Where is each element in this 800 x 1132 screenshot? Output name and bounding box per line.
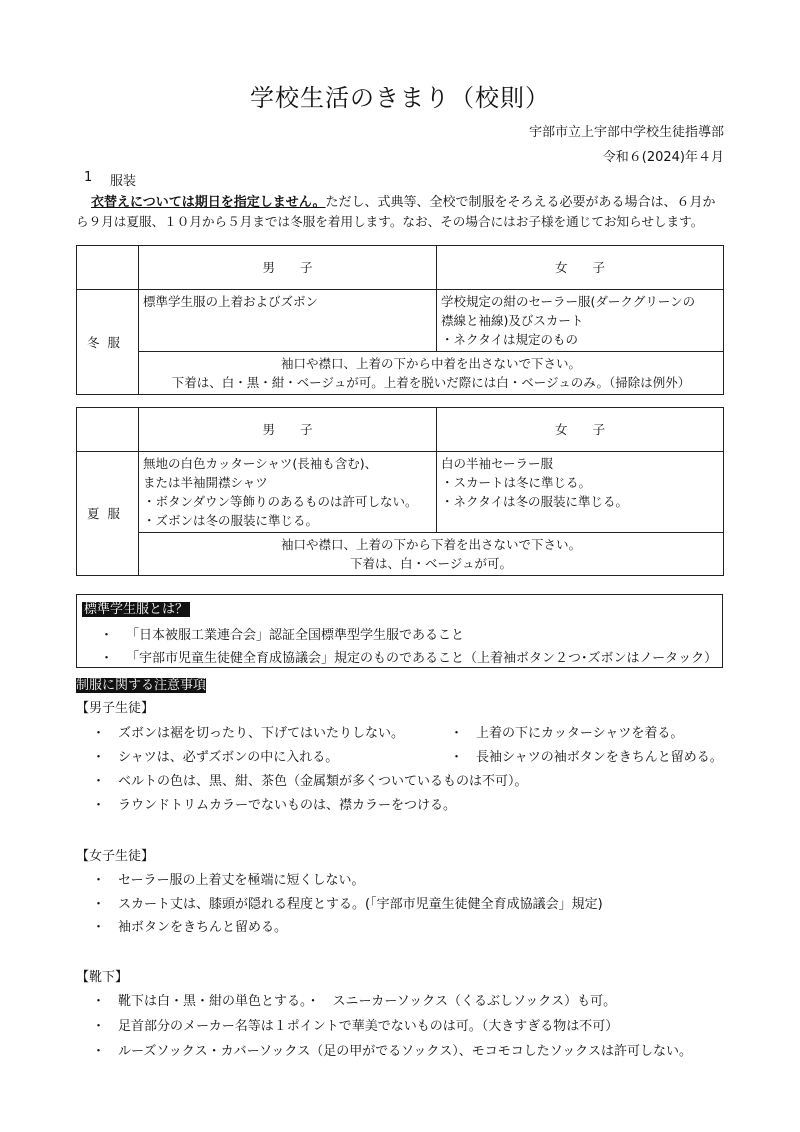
socks-notes-heading: 【靴下】 — [76, 970, 129, 985]
boys-note-text: ズボンは裾を切ったり、下げてはいたりしない。 — [118, 726, 405, 741]
bullet-icon: ・ — [92, 750, 106, 765]
summer-boys-line: または半袖開襟シャツ — [143, 475, 268, 490]
page-title: 学校生活のきまり（校則） — [250, 84, 550, 112]
notes-heading — [76, 674, 206, 693]
bullet-icon: ・ — [92, 994, 106, 1009]
header-boys: 男 子 — [139, 246, 437, 290]
summer-common-line: 袖口や襟口、上着の下から下着を出さないで下さい。 — [280, 537, 581, 552]
girls-note-text: セーラー服の上着丈を極端に短くしない。 — [118, 873, 365, 888]
standard-uniform-heading — [82, 598, 190, 617]
standard-item — [100, 647, 717, 666]
bullet-icon: ・ — [100, 651, 114, 666]
summer-girls-line: ・スカートは冬に準じる。 — [441, 475, 592, 490]
winter-girls-line: 学校規定の紺のセーラー服(ダークグリーンの — [441, 294, 696, 309]
standard-item — [100, 624, 464, 643]
girls-note — [92, 869, 364, 888]
bullet-icon: ・ — [450, 750, 464, 765]
season-summer: 夏服 — [77, 452, 139, 576]
school-name: 宇部市立上宇部中学校生徒指導部 — [528, 125, 724, 140]
intro-line-1 — [91, 191, 716, 210]
summer-girls-line: 白の半袖セーラー服 — [441, 456, 554, 471]
summer-common-cell — [139, 533, 724, 576]
girls-note — [92, 893, 603, 912]
winter-boys-text: 標準学生服の上着およびズボン — [143, 294, 319, 309]
standard-item-text: 「日本被服工業連合会」認証全国標準型学生服であること — [126, 628, 465, 643]
notes-heading-text: 制服に関する注意事項 — [76, 678, 207, 693]
intro-line-2: ら９月は夏服、１０月から５月までは冬服を着用します。なお、その場合にはお子様を通じてお知らせします。 — [76, 214, 704, 229]
boys-note — [450, 746, 723, 765]
socks-note-text: 足首部分のメーカー名等は１ポイントで華美でないものは可。（大きすぎる物は不可） — [118, 1019, 619, 1034]
section-label: 服装 — [110, 174, 137, 189]
winter-girls-cell — [437, 290, 724, 352]
bullet-icon: ・ — [92, 1044, 106, 1059]
header-girls: 女 子 — [437, 246, 724, 290]
bullet-icon: ・ — [92, 920, 106, 935]
summer-girls-line: ・ネクタイは冬の服装に準じる。 — [441, 494, 629, 509]
summer-boys-line: ・ズボンは冬の服装に準じる。 — [143, 513, 319, 528]
summer-uniform-table — [76, 407, 724, 576]
girls-note-text: 袖ボタンをきちんと留める。 — [118, 920, 288, 935]
boys-note — [92, 794, 456, 813]
boys-note — [450, 722, 683, 741]
bullet-icon: ・ — [450, 726, 464, 741]
boys-note-text: シャツは、必ずズボンの中に入れる。 — [118, 750, 339, 765]
socks-note-text: ルーズソックス・カバーソックス（足の甲がでるソックス）、モコモコしたソックスは許可しない。 — [118, 1044, 692, 1059]
winter-common-line: 袖口や襟口、上着の下から中着を出さないで下さい。 — [280, 356, 581, 371]
boys-note-text: ラウンドトリムカラーでないものは、襟カラーをつける。 — [118, 798, 457, 813]
summer-girls-cell — [437, 452, 724, 533]
winter-common-line: 下着は、白・黒・紺・ベージュが可。上着を脱いだ際には白・ベージュのみ。（掃除は例外） — [171, 375, 691, 390]
bullet-icon: ・ — [92, 726, 106, 741]
standard-item-text: 「宇部市児童生徒健全育成協議会」規定のものであること（上着袖ボタン２つ･ズボンはノータック） — [126, 651, 718, 666]
boys-note — [92, 722, 404, 741]
summer-boys-cell — [139, 452, 437, 533]
bullet-icon: ・ — [92, 897, 106, 912]
boys-note — [92, 770, 528, 789]
bullet-icon: ・ — [92, 774, 106, 789]
girls-note-text: スカート丈は、膝頭が隠れる程度とする。(「宇部市児童生徒健全育成協議会」規定) — [118, 897, 603, 912]
summer-boys-line: ・ボタンダウン等飾りのあるものは許可しない。 — [143, 494, 418, 509]
header-girls: 女 子 — [437, 408, 724, 452]
intro-emphasis: 衣替えについては期日を指定しません。 — [91, 195, 326, 210]
bullet-icon: ・ — [92, 1019, 106, 1034]
socks-note-text: 靴下は白・黒・紺の単色とする。・ スニーカーソックス（くるぶしソックス）も可。 — [118, 994, 617, 1009]
winter-boys-cell — [139, 290, 437, 352]
winter-uniform-table — [76, 245, 724, 395]
summer-boys-line: 無地の白色カッターシャツ(長袖も含む)、 — [143, 456, 378, 471]
intro-rest: ただし、式典等、全校で制服をそろえる必要がある場合は、６月か — [325, 195, 716, 210]
bullet-icon: ・ — [100, 628, 114, 643]
socks-note — [92, 1015, 618, 1034]
boys-note-text: 長袖シャツの袖ボタンをきちんと留める。 — [476, 750, 723, 765]
corner-cell — [77, 408, 139, 452]
standard-heading-text: 標準学生服とは？ — [84, 602, 189, 617]
bullet-icon: ・ — [92, 873, 106, 888]
boys-note-text: ベルトの色は、黒、紺、茶色（金属類が多くついているものは不可）。 — [118, 774, 528, 789]
winter-girls-line: 襟線と袖線)及びスカート — [441, 313, 584, 328]
socks-note — [92, 990, 616, 1009]
header-boys: 男 子 — [139, 408, 437, 452]
socks-note — [92, 1040, 692, 1059]
summer-common-line: 下着は、白・ベージュが可。 — [349, 556, 512, 571]
boys-note-text: 上着の下にカッターシャツを着る。 — [476, 726, 684, 741]
issue-date: 令和６(2024)年４月 — [602, 150, 724, 165]
boys-notes-heading: 【男子生徒】 — [76, 701, 155, 716]
corner-cell — [77, 246, 139, 290]
winter-common-cell — [139, 352, 724, 395]
season-winter: 冬服 — [77, 290, 139, 395]
section-number: 1 — [84, 170, 93, 185]
bullet-icon: ・ — [92, 798, 106, 813]
winter-girls-line: ・ネクタイは規定のもの — [441, 332, 579, 347]
boys-note — [92, 746, 338, 765]
girls-notes-heading: 【女子生徒】 — [76, 849, 155, 864]
girls-note — [92, 916, 287, 935]
